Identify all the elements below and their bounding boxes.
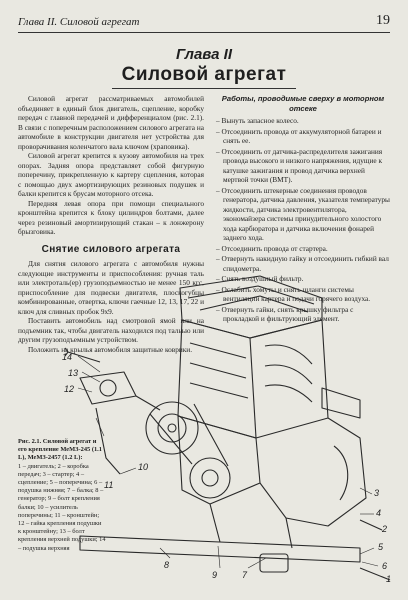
list-item: – Отсоединить провода от аккумуляторной батареи и снять ее. bbox=[216, 127, 390, 146]
list-item: – Снять воздушный фильтр. bbox=[216, 274, 390, 284]
running-head-chapter: Глава II. Силовой агрегат bbox=[18, 16, 140, 28]
intro-paragraph: Силовой агрегат рассматриваемых автомобилей объединяет в единый блок двигатель, сцепление, коробку передач с главной передачей и дифференциалом (рис. 2.1). В связи с поперечным расположением силового агрегата на автомобиле в конструкции двигателя нет устройства для проворачивания коленчатого вала ключом (храповика). bbox=[18, 94, 204, 151]
removal-paragraph: Поставить автомобиль над смотровой ямой или на подъемник так, чтобы двигатель находился под тальью или другим грузоподъемным устройством. bbox=[18, 316, 204, 344]
callout-label: 1 bbox=[386, 574, 392, 584]
callout-label: 4 bbox=[376, 508, 382, 518]
section-heading-removal: Снятие силового агрегата bbox=[41, 243, 181, 255]
callout-label: 7 bbox=[242, 570, 248, 580]
figure-caption bbox=[18, 438, 106, 553]
figure-caption-title: Рис. 2.1. Силовой агрегат и его крепление МеМЗ-245 (1.1 L), МеМЗ-2457 (1.2 L): bbox=[18, 438, 102, 462]
callout-label: 11 bbox=[104, 480, 114, 490]
callout-label: 9 bbox=[212, 570, 218, 580]
callout-label: 12 bbox=[64, 384, 75, 394]
chapter-label: Глава II bbox=[175, 46, 232, 63]
callout-label: 13 bbox=[68, 368, 79, 378]
callout-label: 3 bbox=[374, 488, 380, 498]
chapter-title-rule bbox=[112, 88, 296, 89]
list-item: – Отвернуть гайки, снять крышку фильтра с прокладкой и фильтрующий элемент. bbox=[216, 305, 390, 324]
list-item: – Отсоединить от датчика-распределителя зажигания провода высокого и низкого напряжения, идущие к катушке зажигания и провод датчика верхней мертвой точки (ВМТ). bbox=[216, 147, 390, 185]
page-number: 19 bbox=[376, 13, 390, 28]
removal-paragraph: Для снятия силового агрегата с автомобиля нужны следующие инструменты и приспособления: ручная таль или электроталь(ер) грузоподъемностью не менее 150 кгс, приспособление для подвески двигателя, плоскогубцы комбинированные, отвертка, ключи гаечные 12, 13, 17, 22 и ключ для сливных пробок 9х9. bbox=[18, 259, 204, 316]
engine-figure bbox=[60, 268, 395, 598]
callout-label: 14 bbox=[62, 352, 73, 362]
list-item: – Отвернуть накидную гайку и отсоединить гибкий вал спидометра. bbox=[216, 254, 390, 273]
callout-label: 5 bbox=[378, 542, 384, 552]
running-head bbox=[18, 12, 390, 33]
section-heading-works: Работы, проводимые сверху в моторном отсеке bbox=[221, 94, 385, 113]
list-item: – Отсоединить штекерные соединения проводов генератора, датчика давления, указателя температуры жидкости, датчика электровентилятора, экономайзера системы принудительного холостого хода карбюратора и датчика включения фонарей заднего хода. bbox=[216, 186, 390, 243]
intro-paragraph: Передняя левая опора при помощи специального кронштейна крепится к блоку цилиндров болтами, далее через резиновый амортизирующий стакан – к лонжерону брызговика. bbox=[18, 198, 204, 236]
removal-paragraph: Положить на крылья автомобиля защитные коврики. bbox=[28, 344, 193, 354]
callout-label: 10 bbox=[138, 462, 149, 472]
engine-illustration bbox=[60, 268, 395, 598]
list-item: – Вынуть запасное колесо. bbox=[216, 116, 390, 126]
list-item: – Отсоединить провода от стартера. bbox=[216, 244, 390, 254]
chapter-title: Силовой агрегат bbox=[121, 64, 287, 85]
figure-caption-body: 1 – двигатель; 2 – коробка передач; 3 – стартер; 4 – сцепление; 5 – поперечина; 6 – подушка нижняя; 7 – балка; 8 – генератор; 9 – болт крепления балки; 10 – усилитель поперечины; 11 – кронштейн; 12 – гайка крепления подушки к кронштейну; 13 – болт крепления верхней подушки; 14 – подушка верхняя bbox=[18, 462, 106, 552]
callout-label: 6 bbox=[382, 561, 388, 571]
list-item: – Ослабить хомуты и снять шланги системы вентиляции картера и подачи горячего воздуха. bbox=[216, 285, 390, 304]
callout-label: 2 bbox=[382, 524, 388, 534]
intro-paragraph: Силовой агрегат крепится к кузову автомобиля на трех опорах. Задняя опора представляет собой фигурную поперечину, прикрепленную к картеру сцепления, которая с помощью двух амортизирующих резиновых подушек и балки крепится к брусам моторного отсека. bbox=[18, 151, 204, 198]
callout-label: 8 bbox=[164, 560, 170, 570]
